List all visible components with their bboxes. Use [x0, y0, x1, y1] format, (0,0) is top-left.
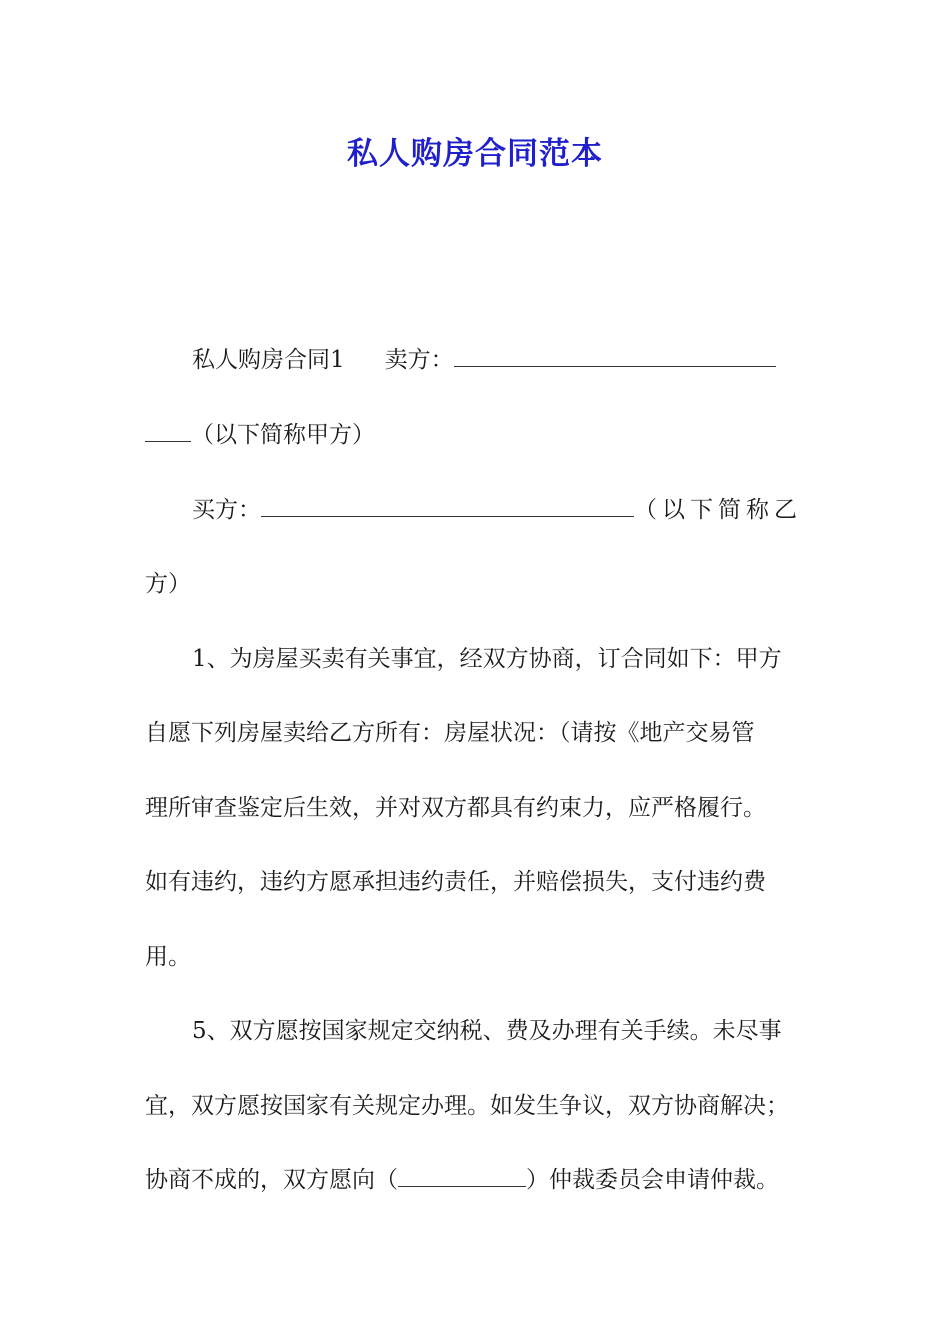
buyer-line: [192, 490, 810, 530]
seller-label: 卖方：: [384, 347, 454, 373]
clause-5-line-1: 5、双方愿按国家规定交纳税、费及办理有关手续。未尽事: [192, 1018, 782, 1044]
party-b-note: （以下简称乙: [634, 497, 802, 523]
seller-line: [192, 340, 810, 380]
buyer-label: 买方：: [192, 497, 261, 523]
buyer-name-blank: [261, 492, 634, 517]
document-title: 私人购房合同范本: [347, 136, 603, 172]
arbitration-committee-blank: [398, 1162, 526, 1187]
contract-heading-text: 私人购房合同1: [192, 347, 345, 373]
clause-1-line-4: 如有违约，违约方愿承担违约责任，并赔偿损失，支付违约费: [145, 869, 766, 895]
clause-1-line-3: 理所审查鉴定后生效，并对双方都具有约束力，应严格履行。: [145, 795, 766, 821]
arbitration-text-start: 协商不成的，双方愿向（: [145, 1167, 398, 1193]
seller-name-blank-continued: [145, 417, 191, 442]
party-a-note: （以下简称甲方）: [191, 422, 375, 448]
clause-5-line-3: [145, 1160, 810, 1200]
clause-5-line-2: 宜，双方愿按国家有关规定办理。如发生争议，双方协商解决；: [145, 1093, 789, 1119]
buyer-line-continued: 方）: [145, 571, 191, 597]
seller-name-blank: [454, 342, 776, 367]
arbitration-text-end: ）仲裁委员会申请仲裁。: [526, 1167, 779, 1193]
seller-line-continued: [145, 415, 810, 455]
clause-1-line-2: 自愿下列房屋卖给乙方所有：房屋状况：（请按《地产交易管: [145, 720, 755, 746]
clause-1-line-5: 用。: [145, 944, 191, 970]
clause-1-line-1: 1、为房屋买卖有关事宜，经双方协商，订合同如下：甲方: [192, 646, 782, 672]
